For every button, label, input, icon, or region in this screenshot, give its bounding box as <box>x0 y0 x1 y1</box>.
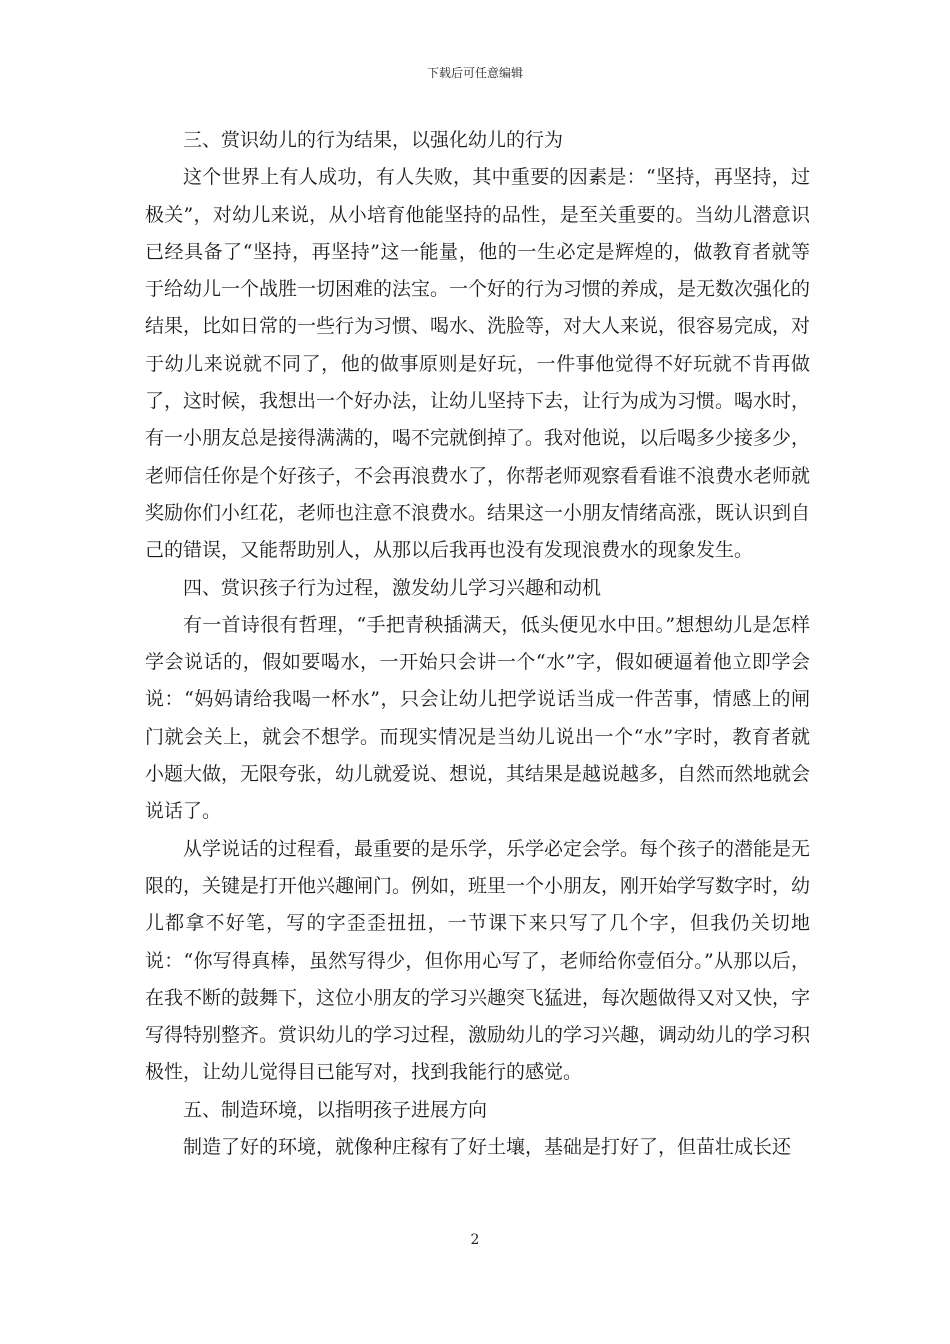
section-heading-4: 四、赏识孩子行为过程，激发幼儿学习兴趣和动机 <box>183 576 602 599</box>
page-number: 2 <box>470 1232 480 1248</box>
section-heading-5: 五、制造环境，以指明孩子进展方向 <box>183 1098 488 1121</box>
document-body <box>145 122 810 1166</box>
section-heading-3: 三、赏识幼儿的行为结果，以强化幼儿的行为 <box>183 129 564 151</box>
paragraph: 从学说话的过程看，最重要的是乐学，乐学必定会学。每个孩子的潜能是无限的，关键是打开他兴趣闸门。例如，班里一个小朋友，刚开始学写数字时，幼儿都拿不好笔，写的字歪歪扭扭，一节课下来只写了几个字，但我仍关切地说：“你写得真棒，虽然写得少，但你用心写了，老师给你壹佰分。”从那以后，在我不断的鼓舞下，这位小朋友的学习兴趣突飞猛进，每次题做得又对又快，字写得特别整齐。赏识幼儿的学习过程，激励幼儿的学习兴趣，调动幼儿的学习积极性，让幼儿觉得目已能写对，找到我能行的感觉。 <box>145 837 811 1084</box>
paragraph: 有一首诗很有哲理，“手把青秧插满天，低头便见水中田。”想想幼儿是怎样学会说话的，假如要喝水，一开始只会讲一个“水”字，假如硬逼着他立即学会说：“妈妈请给我喝一杯水”，只会让幼儿把学说话当成一件苦事，情感上的闸门就会关上，就会不想学。而现实情况是当幼儿说出一个“水”字时，教育者就小题大做，无限夸张，幼儿就爱说、想说，其结果是越说越多，自然而然地就会说话了。 <box>145 613 811 823</box>
page-header: 下载后可任意编辑 <box>426 66 523 80</box>
paragraph: 这个世界上有人成功，有人失败，其中重要的因素是：“坚持，再坚持，过极关”，对幼儿来说，从小培育他能坚持的品性，是至关重要的。当幼儿潜意识已经具备了“坚持，再坚持”这一能量，他的一生必定是辉煌的，做教育者就等于给幼儿一个战胜一切困难的法宝。一个好的行为习惯的养成，是无数次强化的结果，比如日常的一些行为习惯、喝水、洗脸等，对大人来说，很容易完成，对于幼儿来说就不同了，他的做事原则是好玩，一件事他觉得不好玩就不肯再做了，这时候，我想出一个好办法，让幼儿坚持下去，让行为成为习惯。喝水时，有一小朋友总是接得满满的，喝不完就倒掉了。我对他说，以后喝多少接多少，老师信任你是个好孩子，不会再浪费水了，你帮老师观察看看谁不浪费水老师就奖励你们小红花，老师也注意不浪费水。结果这一小朋友情绪高涨，既认识到自己的错误，又能帮助别人，从那以后我再也没有发现浪费水的现象发生。 <box>145 166 811 562</box>
paragraph: 制造了好的环境，就像种庄稼有了好土壤，基础是打好了，但苗壮成长还 <box>183 1136 792 1159</box>
